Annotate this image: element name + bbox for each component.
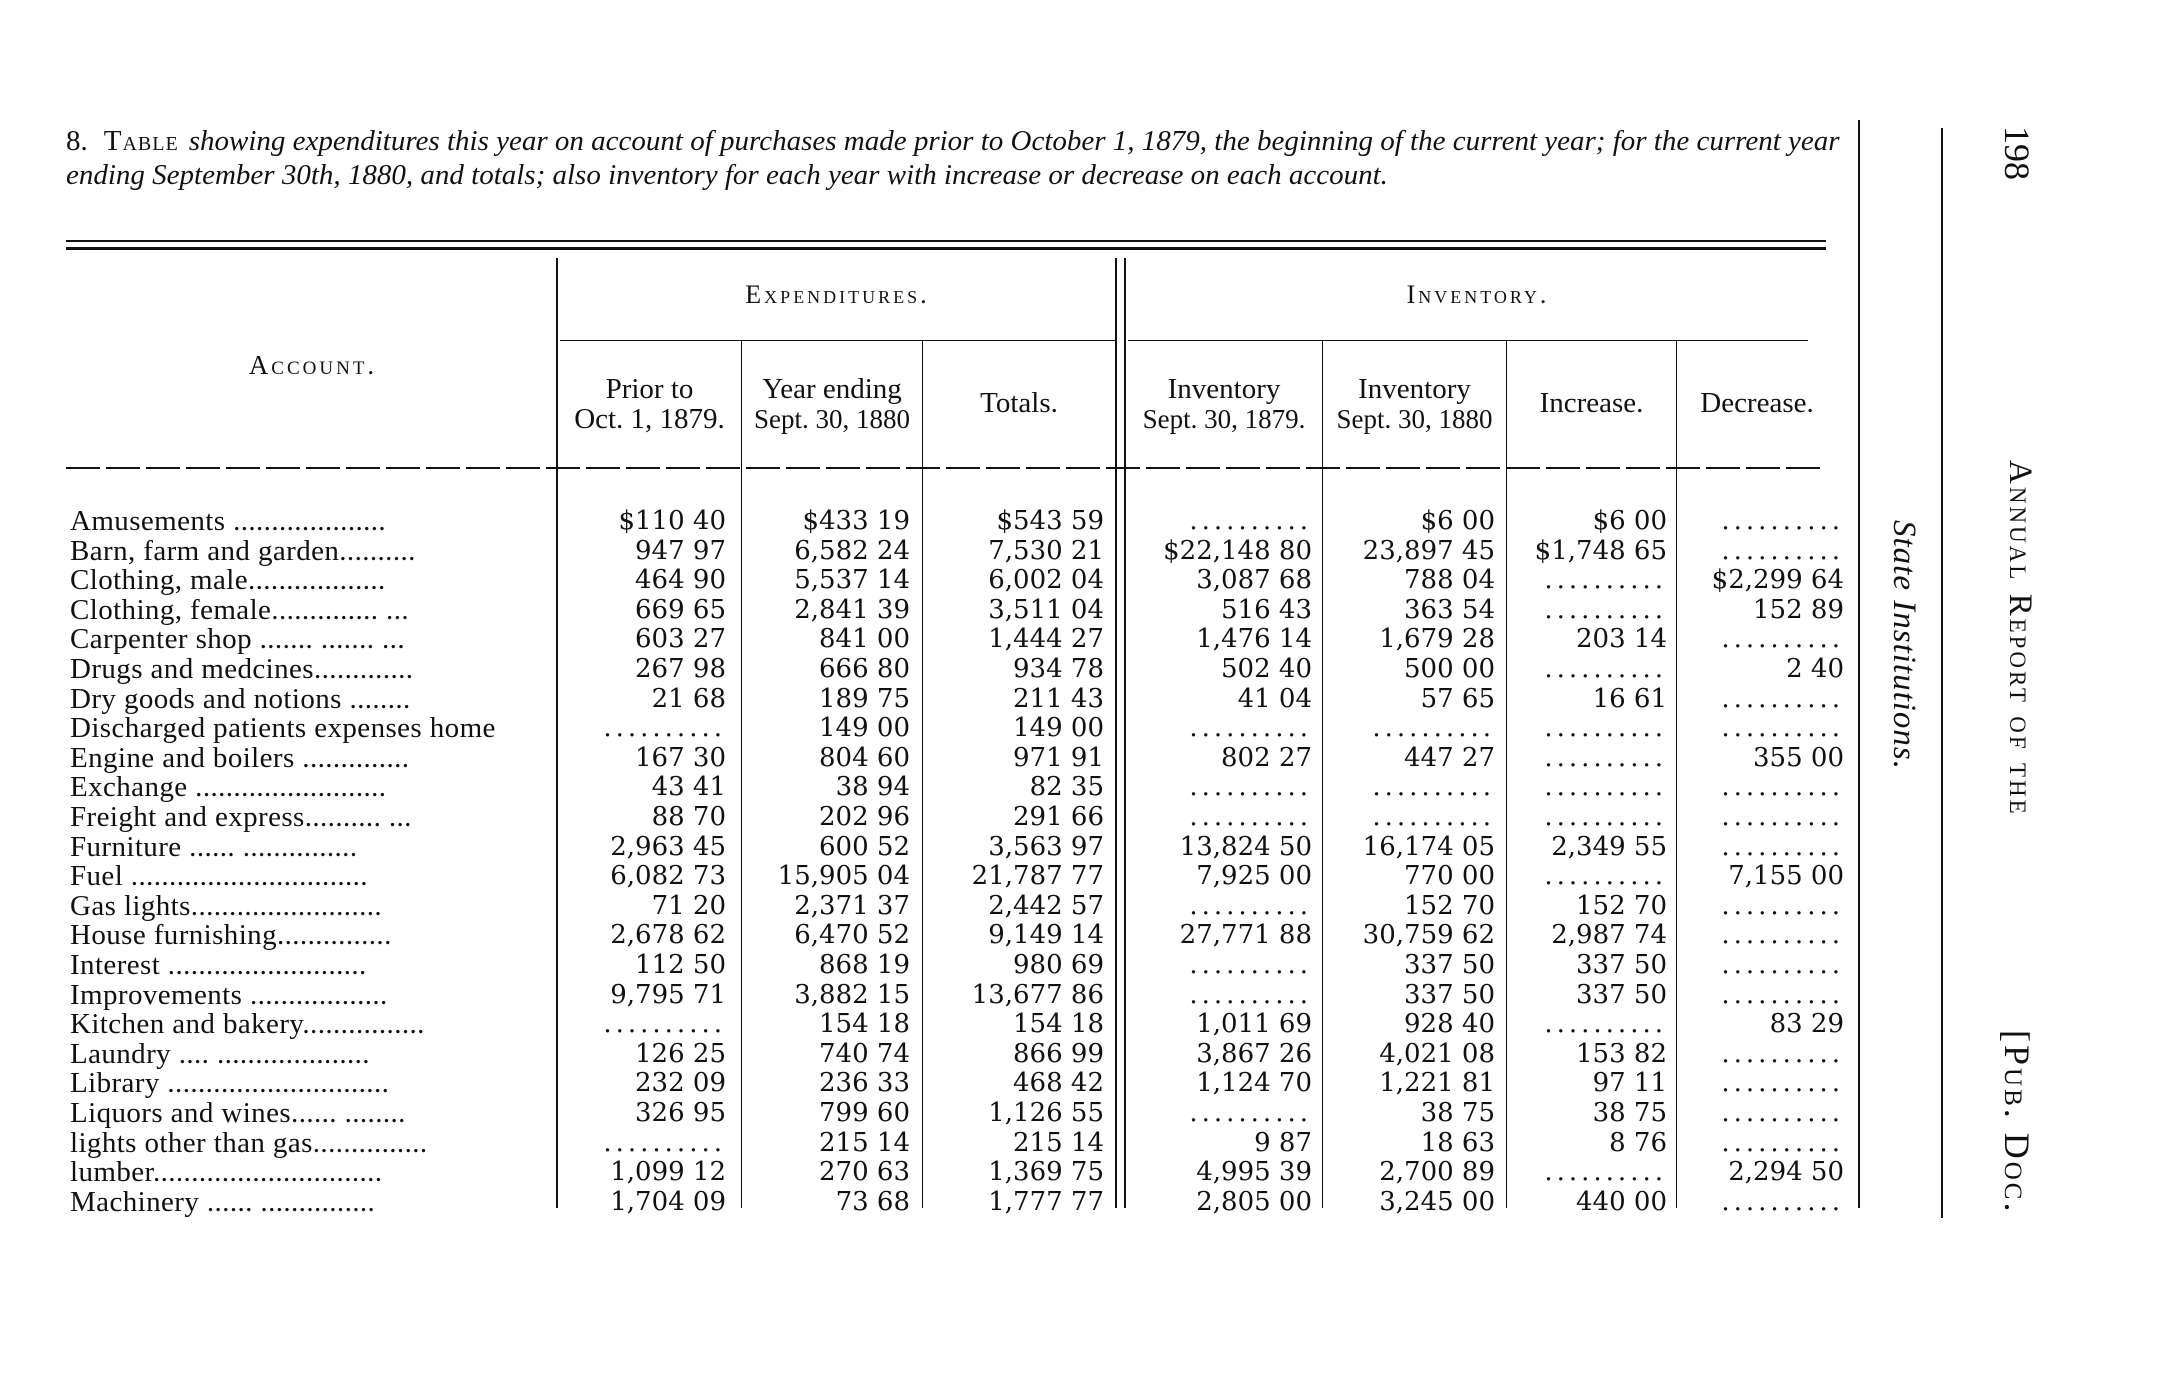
decrease-cell: ..........	[1721, 1039, 1844, 1069]
account-cell: Clothing, female.............. ...	[70, 595, 410, 625]
table-row	[0, 920, 1860, 950]
prior-cell: 21 68	[651, 684, 726, 714]
inventory-1879-cell: 13,824 50	[1179, 832, 1312, 862]
table-caption	[66, 124, 1842, 192]
account-cell: lights other than gas...............	[70, 1128, 428, 1158]
prior-cell: 2,678 62	[610, 920, 726, 950]
year-ending-cell: 270 63	[819, 1157, 910, 1187]
totals-cell: 3,511 04	[988, 595, 1104, 625]
account-cell: Fuel ...............................	[70, 861, 368, 891]
totals-cell: 468 42	[1013, 1068, 1104, 1098]
account-cell: Laundry .... ....................	[70, 1039, 370, 1069]
decrease-cell: ..........	[1721, 980, 1844, 1010]
decrease-cell: ..........	[1721, 802, 1844, 832]
inventory-1879-cell: 4,995 39	[1196, 1157, 1312, 1187]
decrease-cell: ..........	[1721, 1187, 1844, 1217]
increase-cell: ..........	[1544, 654, 1667, 684]
prior-cell: ..........	[603, 1128, 726, 1158]
account-cell: Engine and boilers ..............	[70, 743, 410, 773]
increase-cell: 2,349 55	[1551, 832, 1667, 862]
year-ending-cell: 804 60	[819, 743, 910, 773]
decrease-cell: ..........	[1721, 772, 1844, 802]
account-cell: Liquors and wines...... ........	[70, 1098, 406, 1128]
inventory-1879-cell: 27,771 88	[1179, 920, 1312, 950]
year-ending-cell: 868 19	[819, 950, 910, 980]
totals-cell: 9,149 14	[988, 920, 1104, 950]
inventory-1880-cell: ..........	[1372, 802, 1495, 832]
prior-cell: 167 30	[635, 743, 726, 773]
year-ending-cell: 73 68	[835, 1187, 910, 1217]
account-cell: Amusements ....................	[70, 506, 387, 536]
prior-cell: 6,082 73	[610, 861, 726, 891]
totals-header: Totals.	[980, 387, 1058, 419]
year-ending-cell: 2,371 37	[794, 891, 910, 921]
account-cell: Freight and express.......... ...	[70, 802, 412, 832]
account-cell: Dry goods and notions ........	[70, 684, 411, 714]
totals-cell: 154 18	[1013, 1009, 1104, 1039]
prior-header-line1: Prior to	[605, 373, 694, 405]
inventory-1880-cell: 1,221 81	[1379, 1068, 1495, 1098]
inventory-1880-cell: 337 50	[1404, 980, 1495, 1010]
totals-cell: 1,777 77	[988, 1187, 1104, 1217]
increase-cell: ..........	[1544, 743, 1667, 773]
increase-cell: ..........	[1544, 1157, 1667, 1187]
caption-lead: Table	[103, 125, 179, 157]
prior-cell: 1,704 09	[610, 1187, 726, 1217]
year-ending-cell: 600 52	[819, 832, 910, 862]
inventory-1880-cell: $6 00	[1420, 506, 1495, 536]
decrease-cell: ..........	[1721, 624, 1844, 654]
decrease-cell: ..........	[1721, 1068, 1844, 1098]
inventory-1879-cell: ..........	[1189, 772, 1312, 802]
increase-cell: $1,748 65	[1534, 536, 1667, 566]
year-ending-cell: 215 14	[819, 1128, 910, 1158]
inventory-1879-cell: 2,805 00	[1196, 1187, 1312, 1217]
increase-cell: 152 70	[1576, 891, 1667, 921]
inventory-1880-cell: 38 75	[1420, 1098, 1495, 1128]
increase-cell: ..........	[1544, 713, 1667, 743]
decrease-cell: ..........	[1721, 920, 1844, 950]
decrease-cell: ..........	[1721, 891, 1844, 921]
inventory-1879-cell: 3,867 26	[1196, 1039, 1312, 1069]
inventory-1879-cell: 3,087 68	[1196, 565, 1312, 595]
totals-cell: 13,677 86	[971, 980, 1104, 1010]
table-number: 8.	[66, 125, 88, 157]
increase-cell: ..........	[1544, 802, 1667, 832]
inventory-1879-cell: 9 87	[1254, 1128, 1312, 1158]
decrease-cell: 2,294 50	[1728, 1157, 1844, 1187]
account-cell: Improvements ..................	[70, 980, 388, 1010]
table-row	[0, 654, 1860, 684]
inventory-1879-cell: ..........	[1189, 1098, 1312, 1128]
increase-cell: ..........	[1544, 565, 1667, 595]
decrease-header: Decrease.	[1700, 387, 1814, 419]
table-row	[0, 624, 1860, 654]
increase-cell: ..........	[1544, 595, 1667, 625]
table-row	[0, 1187, 1860, 1217]
prior-cell: 669 65	[635, 595, 726, 625]
decrease-cell: ..........	[1721, 832, 1844, 862]
prior-cell: 464 90	[635, 565, 726, 595]
prior-header	[558, 374, 741, 434]
year-ending-cell: 2,841 39	[794, 595, 910, 625]
decrease-cell: ..........	[1721, 713, 1844, 743]
table-row	[0, 506, 1860, 536]
inventory-1880-cell: 30,759 62	[1362, 920, 1495, 950]
increase-cell: 38 75	[1592, 1098, 1667, 1128]
account-cell: lumber..............................	[70, 1157, 383, 1187]
inventory-1880-cell: 16,174 05	[1362, 832, 1495, 862]
inventory-1880-cell: 152 70	[1404, 891, 1495, 921]
year-header	[742, 374, 922, 434]
table-row	[0, 1098, 1860, 1128]
year-ending-cell: 202 96	[819, 802, 910, 832]
increase-cell: $6 00	[1592, 506, 1667, 536]
inventory-header: Inventory.	[1406, 280, 1550, 309]
prior-header-line2: Oct. 1, 1879.	[574, 403, 725, 435]
inventory-1880-cell: ..........	[1372, 713, 1495, 743]
inventory-1880-cell: 928 40	[1404, 1009, 1495, 1039]
year-header-line1: Year ending	[762, 373, 902, 405]
account-header: Account.	[248, 350, 378, 380]
inventory-1880-cell: 770 00	[1404, 861, 1495, 891]
account-cell: Furniture ...... ...............	[70, 832, 358, 862]
decrease-cell: $2,299 64	[1711, 565, 1844, 595]
account-cell: Clothing, male..................	[70, 565, 386, 595]
table-row	[0, 595, 1860, 625]
expenditures-underline	[560, 340, 1115, 341]
inv1879-header	[1126, 374, 1322, 434]
year-ending-cell: 841 00	[819, 624, 910, 654]
increase-cell: 97 11	[1592, 1068, 1667, 1098]
account-cell: Interest ..........................	[70, 950, 367, 980]
decrease-cell: 355 00	[1753, 743, 1844, 773]
inventory-1879-cell: 502 40	[1221, 654, 1312, 684]
prior-cell: 9,795 71	[610, 980, 726, 1010]
inv1880-header-line1: Inventory	[1358, 373, 1471, 405]
inv1880-header	[1323, 374, 1506, 434]
inventory-1880-cell: 447 27	[1404, 743, 1495, 773]
table-row	[0, 1039, 1860, 1069]
table-row	[0, 1157, 1860, 1187]
decrease-cell: ..........	[1721, 536, 1844, 566]
year-ending-cell: $433 19	[802, 506, 910, 536]
decrease-cell: ..........	[1721, 1128, 1844, 1158]
inventory-1879-cell: ..........	[1189, 891, 1312, 921]
inventory-1880-cell: 3,245 00	[1379, 1187, 1495, 1217]
inventory-1879-cell: 1,011 69	[1196, 1009, 1312, 1039]
decrease-cell: 83 29	[1769, 1009, 1844, 1039]
table-row	[0, 565, 1860, 595]
table-row	[0, 684, 1860, 714]
year-ending-cell: 666 80	[819, 654, 910, 684]
account-cell: Drugs and medcines.............	[70, 654, 414, 684]
prior-cell: 232 09	[635, 1068, 726, 1098]
increase-cell: 8 76	[1609, 1128, 1667, 1158]
year-ending-cell: 6,470 52	[794, 920, 910, 950]
prior-cell: 947 97	[635, 536, 726, 566]
expenditures-header: Expenditures.	[745, 280, 930, 309]
inventory-1880-cell: 363 54	[1404, 595, 1495, 625]
inventory-1879-cell: ..........	[1189, 950, 1312, 980]
year-ending-cell: 236 33	[819, 1068, 910, 1098]
inv1879-header-line2: Sept. 30, 1879.	[1142, 404, 1306, 434]
totals-cell: 149 00	[1013, 713, 1104, 743]
prior-cell: ..........	[603, 1009, 726, 1039]
inventory-1880-cell: 23,897 45	[1362, 536, 1495, 566]
prior-cell: 71 20	[651, 891, 726, 921]
top-rule-1	[66, 240, 1826, 242]
prior-cell: 326 95	[635, 1098, 726, 1128]
inventory-1879-cell: ..........	[1189, 802, 1312, 832]
totals-cell: 3,563 97	[988, 832, 1104, 862]
inventory-1879-cell: 1,476 14	[1196, 624, 1312, 654]
inventory-1879-cell: ..........	[1189, 980, 1312, 1010]
account-cell: Barn, farm and garden..........	[70, 536, 416, 566]
top-rule-2	[66, 247, 1826, 250]
increase-cell: ..........	[1544, 772, 1667, 802]
totals-cell: 866 99	[1013, 1039, 1104, 1069]
increase-cell: 16 61	[1592, 684, 1667, 714]
totals-cell: 1,444 27	[988, 624, 1104, 654]
table-row	[0, 772, 1860, 802]
totals-cell: 2,442 57	[988, 891, 1104, 921]
inv1879-header-line1: Inventory	[1167, 373, 1281, 405]
section-title: State Institutions.	[1886, 520, 1922, 770]
inventory-1879-cell: 802 27	[1221, 743, 1312, 773]
totals-cell: 21,787 77	[971, 861, 1104, 891]
account-cell: Library .............................	[70, 1068, 390, 1098]
table-row	[0, 713, 1860, 743]
increase-cell: 337 50	[1576, 950, 1667, 980]
inventory-1879-cell: 7,925 00	[1196, 861, 1312, 891]
table-row	[0, 861, 1860, 891]
totals-cell: 980 69	[1013, 950, 1104, 980]
inventory-1879-cell: 1,124 70	[1196, 1068, 1312, 1098]
year-ending-cell: 189 75	[819, 684, 910, 714]
prior-cell: 112 50	[635, 950, 726, 980]
account-cell: House furnishing...............	[70, 920, 392, 950]
inventory-1879-cell: ..........	[1189, 506, 1312, 536]
prior-cell: 267 98	[635, 654, 726, 684]
table-row	[0, 1128, 1860, 1158]
totals-cell: 7,530 21	[988, 536, 1104, 566]
decrease-cell: 152 89	[1753, 595, 1844, 625]
totals-cell: 1,369 75	[988, 1157, 1104, 1187]
table-row	[0, 832, 1860, 862]
table-row	[0, 950, 1860, 980]
totals-cell: 934 78	[1013, 654, 1104, 684]
inventory-1880-cell: ..........	[1372, 772, 1495, 802]
prior-cell: 43 41	[651, 772, 726, 802]
year-ending-cell: 154 18	[819, 1009, 910, 1039]
year-ending-cell: 38 94	[835, 772, 910, 802]
totals-cell: 971 91	[1013, 743, 1104, 773]
totals-cell: 6,002 04	[988, 565, 1104, 595]
year-ending-cell: 5,537 14	[794, 565, 910, 595]
year-header-line2: Sept. 30, 1880	[753, 404, 910, 434]
account-cell: Kitchen and bakery................	[70, 1009, 425, 1039]
increase-cell: ..........	[1544, 1009, 1667, 1039]
account-cell: Discharged patients expenses home	[70, 713, 496, 743]
inventory-1880-cell: 4,021 08	[1379, 1039, 1495, 1069]
prior-cell: 2,963 45	[610, 832, 726, 862]
prior-cell: 126 25	[635, 1039, 726, 1069]
increase-cell: 153 82	[1576, 1039, 1667, 1069]
page-edge-rule	[1941, 128, 1943, 1218]
decrease-cell: ..........	[1721, 950, 1844, 980]
table-row	[0, 536, 1860, 566]
decrease-cell: ..........	[1721, 684, 1844, 714]
year-ending-cell: 3,882 15	[794, 980, 910, 1010]
prior-cell: 603 27	[635, 624, 726, 654]
year-ending-cell: 799 60	[819, 1098, 910, 1128]
caption-text: showing expenditures this year on account of purchases made prior to October 1, 1879, the beginning of the current year; for the current year ending September 30th, 1880, and totals; also inventory for each year with increase or decrease on each account.	[66, 125, 1840, 191]
inventory-1880-cell: 337 50	[1404, 950, 1495, 980]
increase-cell: 337 50	[1576, 980, 1667, 1010]
prior-cell: $110 40	[618, 506, 726, 536]
year-ending-cell: 6,582 24	[794, 536, 910, 566]
totals-cell: 82 35	[1029, 772, 1104, 802]
increase-header: Increase.	[1539, 387, 1644, 419]
totals-cell: 291 66	[1013, 802, 1104, 832]
decrease-cell: ..........	[1721, 1098, 1844, 1128]
inventory-1879-cell: 41 04	[1237, 684, 1312, 714]
inventory-1880-cell: 788 04	[1404, 565, 1495, 595]
increase-cell: 440 00	[1576, 1187, 1667, 1217]
decrease-cell: 2 40	[1786, 654, 1844, 684]
table-row	[0, 891, 1860, 921]
totals-cell: 1,126 55	[988, 1098, 1104, 1128]
inventory-1880-cell: 2,700 89	[1379, 1157, 1495, 1187]
inventory-1880-cell: 1,679 28	[1379, 624, 1495, 654]
account-cell: Machinery ...... ...............	[70, 1187, 376, 1217]
totals-cell: 215 14	[1013, 1128, 1104, 1158]
inv1880-header-line2: Sept. 30, 1880	[1336, 404, 1493, 434]
account-cell: Exchange .........................	[70, 772, 387, 802]
increase-cell: 203 14	[1576, 624, 1667, 654]
running-head: Annual Report of the	[2002, 460, 2038, 817]
year-ending-cell: 15,905 04	[777, 861, 910, 891]
table-row	[0, 980, 1860, 1010]
account-cell: Carpenter shop ....... ....... ...	[70, 624, 405, 654]
prior-cell: ..........	[603, 713, 726, 743]
page-number: 198	[1997, 126, 2037, 180]
table-row	[0, 1068, 1860, 1098]
totals-cell: 211 43	[1013, 684, 1104, 714]
increase-cell: 2,987 74	[1551, 920, 1667, 950]
header-bottom-rule	[66, 467, 1826, 469]
year-ending-cell: 740 74	[819, 1039, 910, 1069]
inventory-1880-cell: 18 63	[1420, 1128, 1495, 1158]
totals-cell: $543 59	[996, 506, 1104, 536]
pub-doc: [Pub. Doc.	[1997, 1030, 2037, 1215]
table-row	[0, 1009, 1860, 1039]
inventory-1880-cell: 500 00	[1404, 654, 1495, 684]
year-ending-cell: 149 00	[819, 713, 910, 743]
decrease-cell: ..........	[1721, 506, 1844, 536]
inventory-underline	[1128, 340, 1808, 341]
increase-cell: ..........	[1544, 861, 1667, 891]
account-cell: Gas lights.........................	[70, 891, 383, 921]
inventory-1879-cell: ..........	[1189, 713, 1312, 743]
inventory-1879-cell: $22,148 80	[1163, 536, 1312, 566]
inventory-1879-cell: 516 43	[1221, 595, 1312, 625]
table-row	[0, 802, 1860, 832]
prior-cell: 1,099 12	[610, 1157, 726, 1187]
inventory-1880-cell: 57 65	[1420, 684, 1495, 714]
decrease-cell: 7,155 00	[1728, 861, 1844, 891]
table-row	[0, 743, 1860, 773]
prior-cell: 88 70	[651, 802, 726, 832]
